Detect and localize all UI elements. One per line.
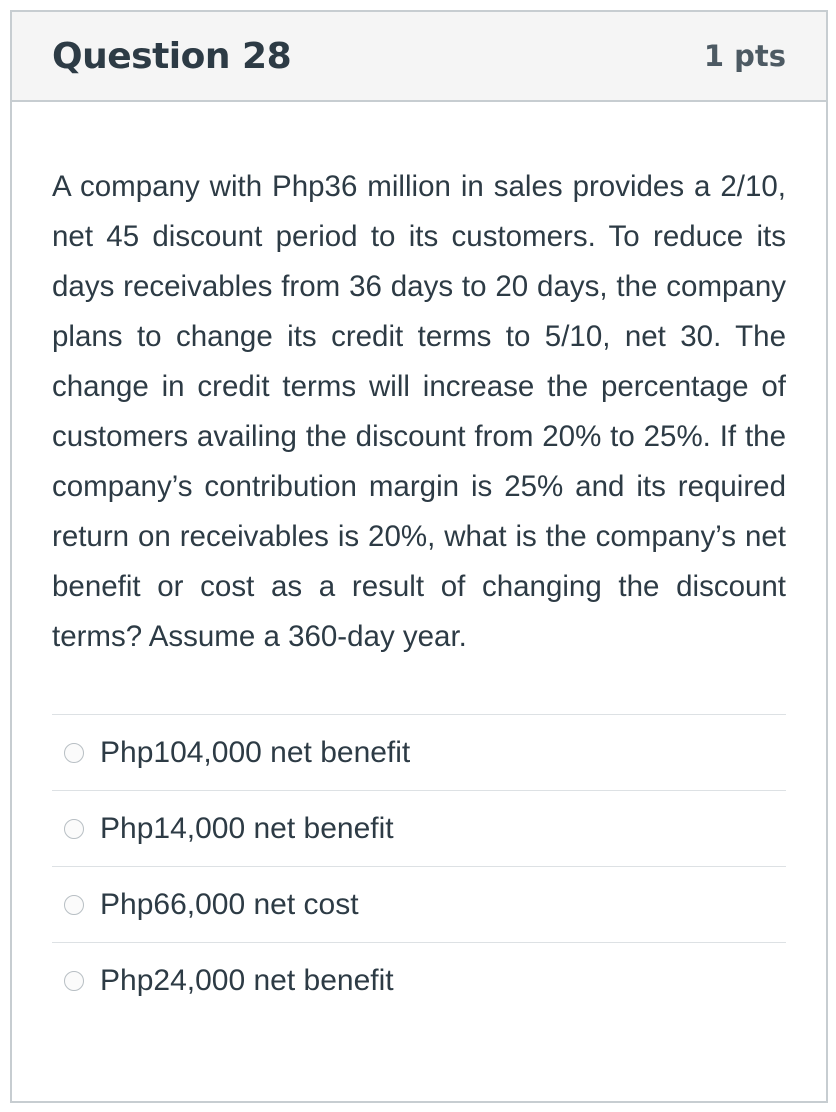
question-text: A company with Php36 million in sales provides a 2/10, net 45 discount period to its customers. To reduce its days receivables from 36 days to 20 days, the company plans to change its credit terms to 5/10, net 30. The change in credit terms will increase the percentage of customers availing the discount from 20% to 25%. If the company’s contribution margin is 25% and its required return on receivables is 20%, what is the company’s net benefit or cost as a result of changing the discount terms? Assume a 360-day year. <box>52 170 786 653</box>
radio-button[interactable] <box>64 819 84 839</box>
radio-button[interactable] <box>64 743 84 763</box>
radio-button[interactable] <box>64 895 84 915</box>
answer-option-4[interactable] <box>52 943 786 1018</box>
answer-option-3[interactable] <box>52 867 786 943</box>
answer-option-1[interactable] <box>52 715 786 791</box>
answer-label[interactable]: Php66,000 net cost <box>100 887 359 921</box>
answer-option-2[interactable] <box>52 791 786 867</box>
answer-list <box>52 714 786 1018</box>
answer-label[interactable]: Php24,000 net benefit <box>100 963 394 997</box>
question-header <box>12 12 826 102</box>
question-card <box>10 10 828 1103</box>
question-body <box>12 102 826 1018</box>
question-title: Question 28 <box>52 35 292 77</box>
question-points: 1 pts <box>703 39 786 73</box>
radio-button[interactable] <box>64 971 84 991</box>
answer-label[interactable]: Php14,000 net benefit <box>100 811 394 845</box>
answer-label[interactable]: Php104,000 net benefit <box>100 735 411 769</box>
